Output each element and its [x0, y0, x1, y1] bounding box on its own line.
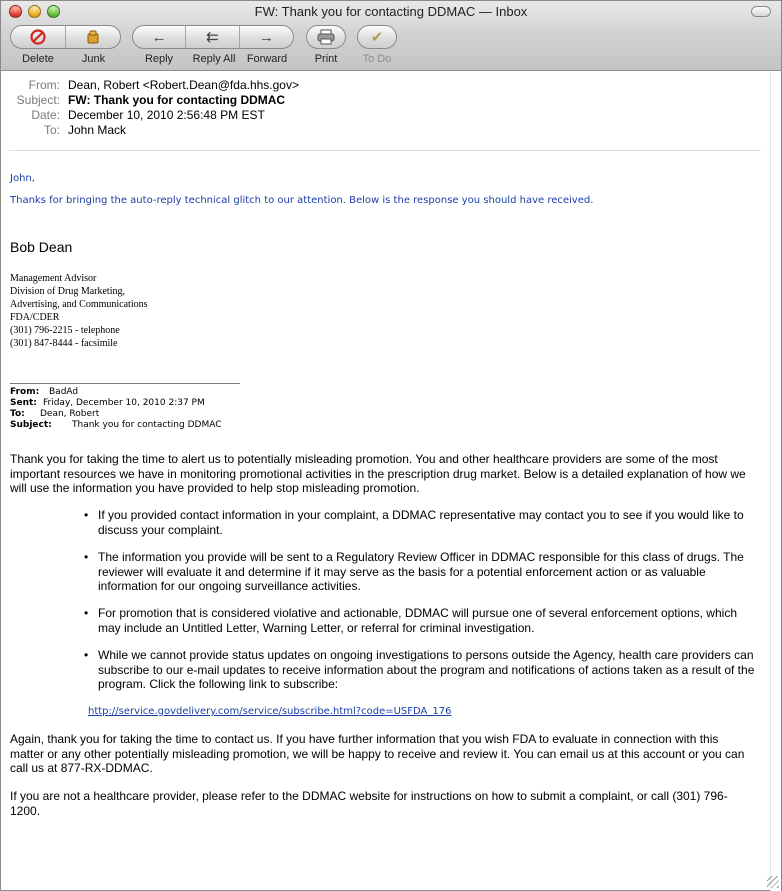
bullet-text: While we cannot provide status updates on ongoing investigations to persons outside the Agency, health care providers can subscribe to our e-mail updates to receive information about the program and notifications of actions taken as a result of the program. Click the following link to subscribe: [98, 648, 755, 691]
junk-button[interactable] [66, 26, 120, 48]
forwarded-from-row [10, 387, 310, 398]
delete-label: Delete [22, 53, 54, 65]
forwarded-to-value: Dean, Robert [40, 409, 100, 419]
window-chrome [1, 1, 781, 71]
header-date-value: December 10, 2010 2:56:48 PM EST [68, 108, 265, 122]
paragraph-non-provider: If you are not a healthcare provider, please refer to the DDMAC website for instructions on how to submit a complaint, or call (301) 796-1200. [10, 789, 728, 818]
reply-all-label: Reply All [192, 53, 236, 65]
forwarded-subject-value: Thank you for contacting DDMAC [72, 420, 222, 430]
header-to [1, 123, 781, 138]
bullet-item [84, 648, 758, 692]
header-subject-value: FW: Thank you for contacting DDMAC [68, 93, 286, 107]
paragraph-intro: Thank you for taking the time to alert us to potentially misleading promotion. You and other healthcare providers are some of the most important resources we have in monitoring promotional activities in the prescription drug market. Below is a detailed explanation of how we will use the information you have provided to help stop misleading promotion. [10, 452, 746, 495]
signature-line: Division of Drug Marketing, [10, 286, 125, 297]
print-button[interactable] [307, 26, 345, 48]
forward-divider [10, 383, 240, 384]
window-title: FW: Thank you for contacting DDMAC — Inbox [254, 4, 528, 19]
signature-line: (301) 847-8444 - facsimile [10, 338, 118, 349]
header-subject-label: Subject: [16, 93, 60, 107]
forwarded-subject-label: Subject: [10, 420, 52, 430]
reply-group [132, 25, 294, 49]
reply-button[interactable] [133, 26, 186, 48]
bullet-text: The information you provide will be sent to a Regulatory Review Officer in DDMAC responsible for this class of drugs. The reviewer will evaluate it and determine if it may serve as the basis for a potential enforcement action or as valuable information for our ongoing surveillance activities. [98, 550, 744, 593]
subscribe-link[interactable]: http://service.govdelivery.com/service/subscribe.html?code=USFDA_176 [88, 706, 452, 717]
bullet-item [84, 508, 758, 537]
header-from-label: From: [28, 78, 60, 92]
forwarded-sent-value: Friday, December 10, 2010 2:37 PM [43, 398, 205, 408]
scroll-area-edge [770, 71, 781, 891]
todo-group [357, 25, 397, 49]
delete-junk-group [10, 25, 121, 49]
header-to-value[interactable]: John Mack [68, 123, 127, 137]
delete-button[interactable] [11, 26, 66, 48]
intro-line: Thanks for bringing the auto-reply technical glitch to our attention. Below is the response you should have received. [10, 195, 594, 206]
bullet-item [84, 550, 758, 594]
junk-icon [85, 29, 101, 45]
forwarded-from-label: From: [10, 387, 40, 397]
signature-line: FDA/CDER [10, 312, 60, 323]
header-date-label: Date: [31, 108, 60, 122]
reply-all-arrow-icon: ⇇ [206, 28, 219, 46]
bullet-icon: • [84, 550, 89, 564]
signature-line: Management Advisor [10, 273, 97, 284]
reply-label: Reply [144, 53, 174, 65]
forwarded-to-row [10, 409, 310, 420]
bullet-icon: • [84, 648, 89, 662]
resize-handle[interactable] [767, 876, 779, 888]
forward-label: Forward [246, 53, 288, 65]
delete-icon [30, 29, 46, 45]
forward-arrow-icon: → [258, 28, 274, 46]
header-subject [1, 93, 781, 108]
header-to-label: To: [43, 123, 60, 137]
header-from [1, 78, 781, 93]
bullet-text: If you provided contact information in your complaint, a DDMAC representative may contact you to see if you would like to discuss your complaint. [98, 508, 744, 537]
toolbar-toggle-button[interactable] [751, 6, 771, 17]
header-from-value[interactable]: Dean, Robert <Robert.Dean@fda.hhs.gov> [68, 78, 299, 92]
forwarded-from-value: BadAd [49, 387, 79, 397]
print-label: Print [314, 53, 338, 65]
forwarded-headers [10, 387, 310, 431]
bullet-text: For promotion that is considered violative and actionable, DDMAC will pursue one of several enforcement options, which may include an Untitled Letter, Warning Letter, or referral for criminal investigation. [98, 606, 737, 635]
signature-name: Bob Dean [10, 239, 73, 255]
reply-all-button[interactable] [186, 26, 239, 48]
todo-button[interactable] [358, 26, 396, 48]
signature-line: Advertising, and Communications [10, 299, 148, 310]
message-body [1, 151, 771, 891]
bullet-icon: • [84, 508, 89, 522]
printer-icon [317, 29, 335, 45]
bullet-icon: • [84, 606, 89, 620]
toolbar [1, 25, 781, 69]
checkmark-icon: ✔ [370, 28, 384, 46]
forwarded-sent-row [10, 398, 310, 409]
todo-label: To Do [362, 53, 392, 65]
bullet-item [84, 606, 758, 635]
message-headers [1, 71, 781, 151]
forward-button[interactable] [240, 26, 293, 48]
forwarded-subject-row [10, 420, 310, 431]
forwarded-to-label: To: [10, 409, 25, 419]
signature-block [10, 272, 148, 350]
greeting: John, [10, 173, 35, 184]
reply-arrow-icon: ← [151, 28, 167, 46]
header-date [1, 108, 781, 123]
signature-line: (301) 796-2215 - telephone [10, 325, 120, 336]
print-group [306, 25, 346, 49]
junk-label: Junk [81, 53, 106, 65]
forwarded-sent-label: Sent: [10, 398, 37, 408]
paragraph-thanks: Again, thank you for taking the time to contact us. If you have further information that you wish FDA to evaluate in connection with this matter or any other potentially misleading promotion, we will be happy to receive and review it. You can email us at this account or you can call us at 877-RX-DDMAC. [10, 732, 745, 775]
